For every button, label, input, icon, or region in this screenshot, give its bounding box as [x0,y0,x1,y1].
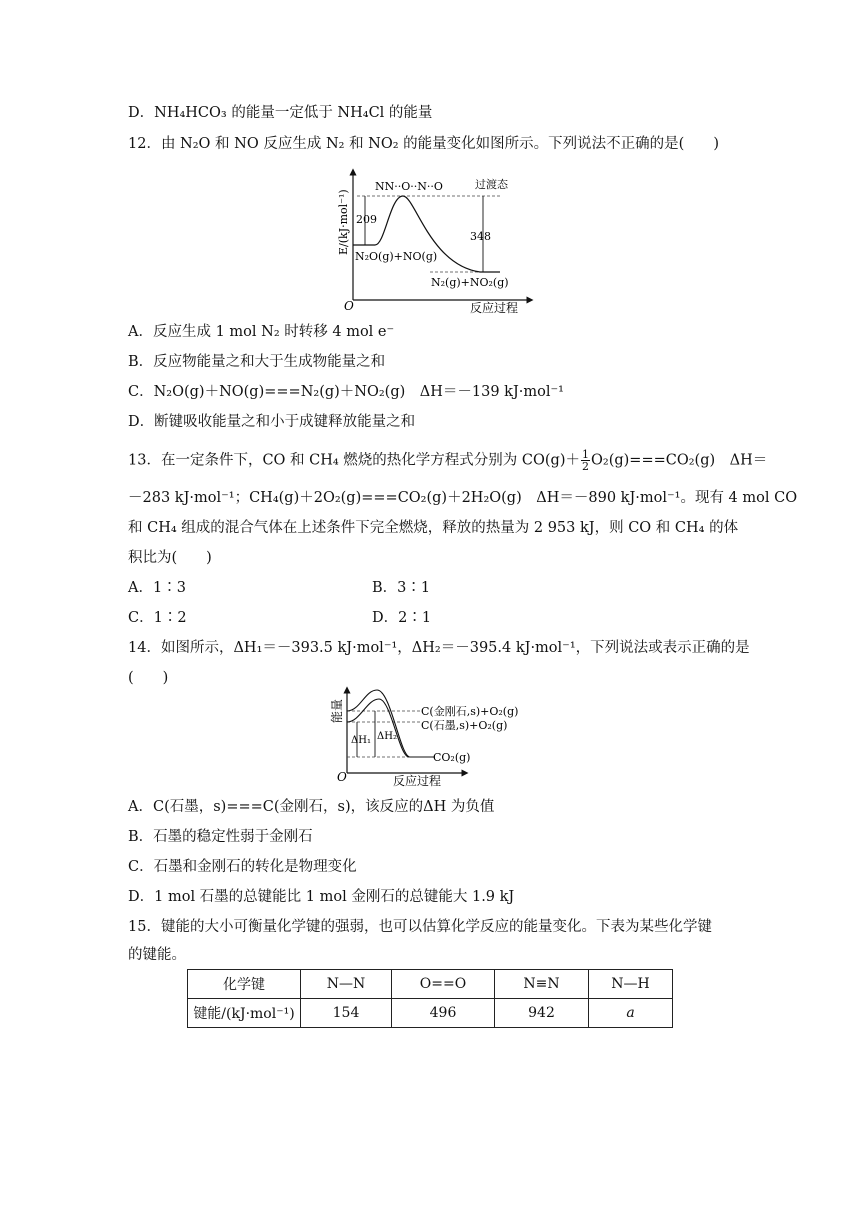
q14-option-b: B．石墨的稳定性弱于金刚石 [128,829,313,845]
table-header-cell: O==O [392,970,495,999]
q12-stem: 12．由 N₂O 和 NO 反应生成 N₂ 和 NO₂ 的能量变化如图所示。下列说法不正确的是( ) [128,136,719,152]
table-cell: 键能/(kJ·mol⁻¹) [188,999,301,1028]
table-cell: a [589,999,673,1028]
table-cell: 942 [495,999,589,1028]
q12-option-d: D．断键吸收能量之和小于成键释放能量之和 [128,414,416,430]
table-header-cell: N≡N [495,970,589,999]
q14-option-c: C．石墨和金刚石的转化是物理变化 [128,859,357,875]
q12-ts-formula: NN··O··N··O [375,180,443,193]
q14-co2: CO₂(g) [433,751,471,764]
q14-dh2: ΔH₂ [377,731,397,742]
q13-frac-den: 2 [582,460,589,473]
q13-option-a: A．1∶3 [128,580,186,596]
q12-option-b: B．反应物能量之和大于生成物能量之和 [128,354,386,370]
q15-stem-line1: 15．键能的大小可衡量化学键的强弱，也可以估算化学反应的能量变化。下表为某些化学键 [128,919,712,935]
table-header-row [188,970,673,999]
table-header-cell: N—H [589,970,673,999]
q12-xlabel: 反应过程 [470,301,519,315]
q14-graphite: C(石墨,s)+O₂(g) [421,719,508,732]
q13-option-d: D．2∶1 [372,610,432,626]
q13-stem-line1-post: O₂(g)===CO₂(g) ΔH＝ [591,452,768,469]
q12-option-a: A．反应生成 1 mol N₂ 时转移 4 mol e⁻ [128,324,395,340]
q11-option-d: D．NH₄HCO₃ 的能量一定低于 NH₄Cl 的能量 [128,105,433,121]
q14-energy-diagram [325,685,540,790]
q13-stem-line4: 积比为( ) [128,550,212,566]
q12-ylabel: E/(kJ·mol⁻¹) [337,189,350,255]
q14-ylabel: 能量 [330,698,344,723]
q13-stem-line1 [128,449,767,472]
q12-value-209: 209 [356,213,377,226]
q12-origin: O [344,299,354,313]
table-cell: 154 [301,999,392,1028]
table-header-cell: N—N [301,970,392,999]
q13-fraction [581,449,590,472]
q14-dh1: ΔH₁ [351,735,371,746]
q14-option-d: D．1 mol 石墨的总键能比 1 mol 金刚石的总键能大 1.9 kJ [128,889,515,905]
table-row [188,999,673,1028]
q12-ts-label: 过渡态 [475,178,508,191]
table-cell: 496 [392,999,495,1028]
q14-option-a: A．C(石墨，s)===C(金刚石，s)，该反应的ΔH 为负值 [128,799,495,815]
q13-frac-num: 1 [582,448,589,461]
q14-diamond: C(金刚石,s)+O₂(g) [421,705,519,718]
q14-origin: O [337,770,347,784]
table-header-cell: 化学键 [188,970,301,999]
q12-reactants: N₂O(g)+NO(g) [355,250,438,263]
q13-stem-line2: －283 kJ·mol⁻¹；CH₄(g)＋2O₂(g)===CO₂(g)＋2H₂O(g) ΔH＝－890 kJ·mol⁻¹。现有 4 mol CO [128,490,798,506]
q13-option-c: C．1∶2 [128,610,187,626]
q13-stem-line3: 和 CH₄ 组成的混合气体在上述条件下完全燃烧，释放的热量为 2 953 kJ，则 CO 和 CH₄ 的体 [128,520,739,536]
q12-products: N₂(g)+NO₂(g) [431,276,509,289]
q13-stem-line1-pre: 13．在一定条件下，CO 和 CH₄ 燃烧的热化学方程式分别为 CO(g)＋ [128,452,580,469]
q14-xlabel: 反应过程 [393,774,442,788]
q14-stem-line2: ( ) [128,670,169,686]
bond-energy-table [187,969,673,1028]
q13-option-b: B．3∶1 [372,580,431,596]
q14-stem-line1: 14．如图所示，ΔH₁＝－393.5 kJ·mol⁻¹，ΔH₂＝－395.4 kJ·mol⁻¹，下列说法或表示正确的是 [128,640,750,656]
q12-energy-diagram [335,160,535,315]
q12-option-c: C．N₂O(g)＋NO(g)===N₂(g)＋NO₂(g) ΔH＝－139 kJ·mol⁻¹ [128,384,564,400]
q12-value-348: 348 [470,230,491,243]
q15-stem-line2: 的键能。 [128,947,186,963]
